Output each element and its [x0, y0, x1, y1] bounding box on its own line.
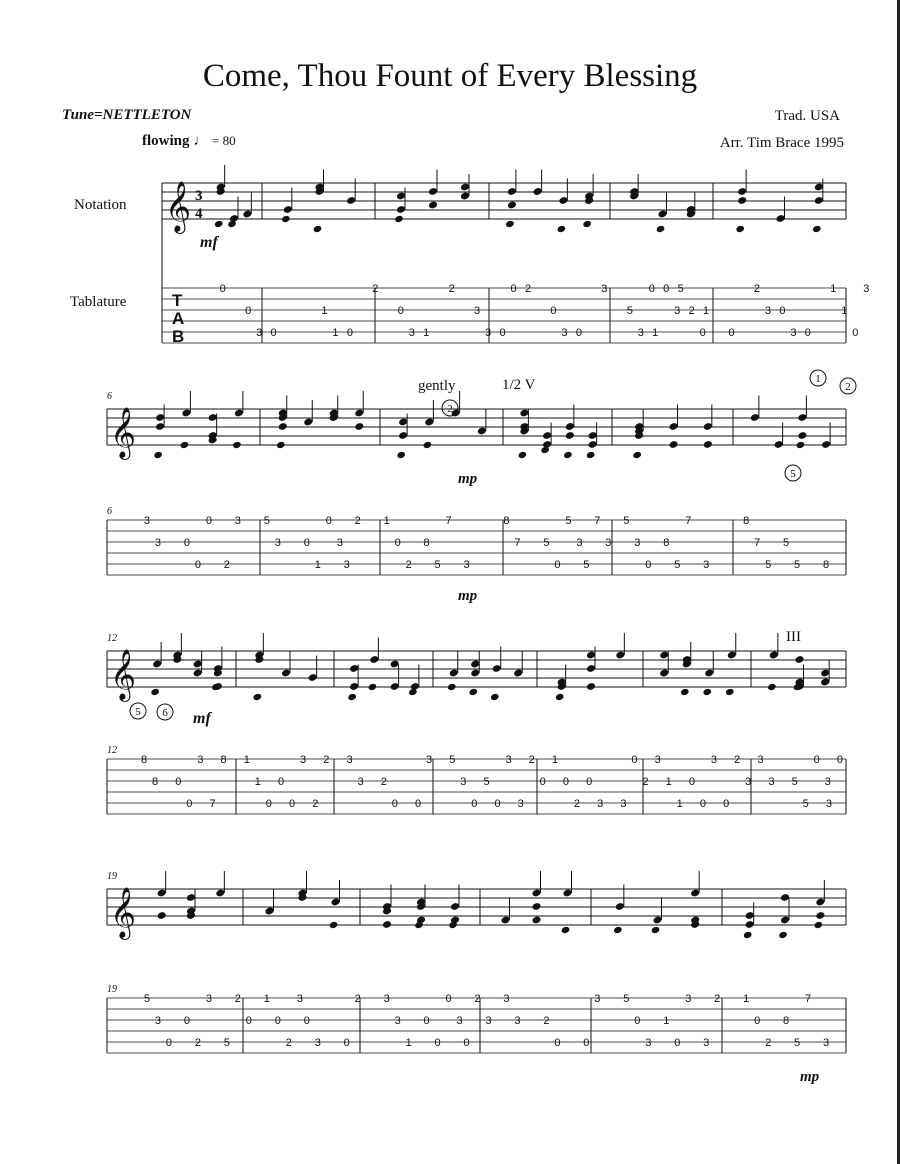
- position-marking: 1/2 V: [502, 377, 536, 393]
- tab-fret-number: 5: [583, 559, 590, 571]
- tab-fret-number: 3: [685, 993, 692, 1005]
- tab-fret-number: 1: [314, 559, 321, 571]
- tab-fret-number: 5: [626, 305, 633, 317]
- tab-fret-number: 1: [405, 1037, 412, 1049]
- bass-note-head: [555, 693, 565, 701]
- bass-note-head: [347, 693, 357, 701]
- bass-note-head: [468, 688, 478, 696]
- tab-fret-number: 5: [565, 515, 572, 527]
- bass-note-head: [557, 225, 567, 233]
- tab-fret-number: 3: [824, 776, 831, 788]
- tab-fret-number: 3: [637, 327, 644, 339]
- tab-fret-number: 0: [183, 1015, 190, 1027]
- bass-note-head: [812, 225, 822, 233]
- tab-fret-number: 7: [445, 515, 452, 527]
- measure-number: 6: [107, 391, 112, 402]
- tab-fret-number: 7: [805, 993, 812, 1005]
- tab-fret-number: 0: [836, 754, 843, 766]
- tab-fret-number: 2: [688, 305, 695, 317]
- note-head: [354, 422, 364, 431]
- bass-note-head: [814, 921, 824, 929]
- tab-fret-number: 3: [460, 776, 467, 788]
- note-head: [278, 422, 288, 431]
- tab-fret-number: 2: [642, 776, 649, 788]
- tab-fret-number: 1: [663, 1015, 670, 1027]
- tab-fret-number: 7: [594, 515, 601, 527]
- tab-dynamic-marking: mp: [800, 1069, 820, 1085]
- position-marking: III: [786, 629, 801, 645]
- tab-fret-number: 3: [197, 754, 204, 766]
- tab-fret-number: 3: [634, 537, 641, 549]
- tab-fret-number: 3: [561, 327, 568, 339]
- tab-fret-number: 2: [528, 754, 535, 766]
- bass-note-head: [150, 688, 160, 696]
- tab-fret-number: 3: [822, 1037, 830, 1049]
- tab-fret-number: 0: [303, 1015, 310, 1027]
- note-head: [157, 911, 167, 920]
- bass-note-head: [778, 931, 788, 939]
- tab-fret-number: 3: [757, 754, 764, 766]
- tab-fret-number: 0: [414, 798, 422, 810]
- tab-fret-number: 0: [813, 754, 820, 766]
- tab-fret-number: 3: [394, 1015, 401, 1027]
- tab-fret-number: 0: [463, 1037, 470, 1049]
- tab-fret-number: 3: [314, 1037, 321, 1049]
- string-number: 5: [790, 468, 796, 480]
- dynamic-marking: mf: [200, 234, 218, 251]
- tab-fret-number: 3: [764, 305, 772, 317]
- bass-note-head: [632, 451, 642, 459]
- tab-clef-b: B: [172, 327, 185, 346]
- tab-fret-number: 0: [674, 1037, 681, 1049]
- tab-fret-number: 8: [220, 754, 227, 766]
- tab-fret-number: 0: [779, 305, 786, 317]
- tab-fret-number: 2: [234, 993, 241, 1005]
- note-head: [815, 911, 825, 920]
- tab-fret-number: 0: [245, 1015, 252, 1027]
- tab-fret-number: 3: [346, 754, 353, 766]
- tab-fret-number: 1: [243, 754, 250, 766]
- tab-fret-number: 3: [425, 754, 433, 766]
- tab-fret-number: 0: [648, 283, 655, 295]
- tab-fret-number: 5: [434, 559, 441, 571]
- tab-fret-number: 3: [408, 327, 415, 339]
- note-head: [797, 431, 807, 440]
- bass-note-head: [490, 693, 500, 701]
- tab-fret-number: 0: [471, 798, 478, 810]
- tab-fret-number: 3: [790, 327, 797, 339]
- tab-clef-t: T: [172, 291, 183, 310]
- bass-note-head: [180, 441, 190, 449]
- bass-note-head: [561, 926, 571, 934]
- tab-fret-number: 3: [654, 754, 661, 766]
- bass-note-head: [680, 688, 690, 696]
- bass-note-head: [276, 441, 286, 449]
- tab-fret-number: 2: [380, 776, 387, 788]
- bass-note-head: [153, 451, 163, 459]
- tab-measure-number: 19: [107, 984, 117, 995]
- tab-fret-number: 2: [474, 993, 481, 1005]
- string-number: 5: [135, 706, 141, 718]
- tab-fret-number: 1: [321, 305, 328, 317]
- dynamic-marking: mp: [458, 471, 478, 487]
- tab-fret-number: 7: [685, 515, 692, 527]
- tab-fret-number: 0: [183, 537, 190, 549]
- tab-fret-number: 5: [783, 537, 790, 549]
- composer-credit: Trad. USA: [774, 108, 840, 124]
- tab-fret-number: 3: [825, 798, 832, 810]
- tab-fret-number: 0: [699, 798, 706, 810]
- tab-fret-number: 3: [154, 537, 162, 549]
- bass-note-head: [423, 441, 433, 449]
- tab-fret-number: 3: [517, 798, 524, 810]
- bass-note-head: [702, 688, 712, 696]
- tab-fret-number: 0: [274, 1015, 281, 1027]
- tab-dynamic-marking: mp: [458, 588, 478, 604]
- bass-note-head: [735, 225, 745, 233]
- bass-note-head: [743, 931, 753, 939]
- tab-fret-number: 3: [703, 559, 710, 571]
- tab-fret-number: 3: [154, 1015, 162, 1027]
- tab-fret-number: 5: [223, 1037, 230, 1049]
- tab-fret-number: 0: [205, 515, 212, 527]
- tab-fret-number: 0: [539, 776, 546, 788]
- tab-fret-number: 0: [688, 776, 695, 788]
- tab-fret-number: 3: [601, 283, 608, 295]
- tab-fret-number: 1: [423, 327, 430, 339]
- tab-fret-number: 1: [254, 776, 261, 788]
- tab-fret-number: 3: [503, 993, 510, 1005]
- string-number: 2: [845, 381, 851, 393]
- tab-fret-number: 3: [505, 754, 512, 766]
- tab-fret-number: 2: [524, 283, 532, 295]
- tab-fret-number: 5: [802, 798, 809, 810]
- tab-fret-number: 2: [714, 993, 721, 1005]
- tab-fret-number: 2: [312, 798, 319, 810]
- tab-fret-number: 8: [663, 537, 670, 549]
- tab-fret-number: 1: [841, 305, 848, 317]
- tab-fret-number: 2: [354, 993, 361, 1005]
- tab-fret-number: 8: [822, 559, 830, 571]
- tab-fret-number: 3: [514, 1015, 521, 1027]
- tab-fret-number: 8: [743, 515, 750, 527]
- note-head: [565, 431, 575, 440]
- tab-fret-number: 5: [263, 515, 270, 527]
- treble-clef-icon: 𝄞: [165, 181, 192, 232]
- tab-fret-number: 0: [663, 283, 670, 295]
- tab-fret-number: 3: [205, 993, 212, 1005]
- tab-fret-number: 0: [278, 776, 285, 788]
- bass-note-head: [394, 215, 404, 223]
- treble-clef-icon: 𝄞: [110, 407, 137, 458]
- tab-fret-number: 0: [586, 776, 593, 788]
- tab-fret-number: 0: [303, 537, 310, 549]
- tab-fret-number: 3: [605, 537, 612, 549]
- tab-fret-number: 3: [620, 798, 627, 810]
- tab-fret-number: 0: [804, 327, 811, 339]
- tab-fret-number: 3: [485, 1015, 492, 1027]
- string-number: 1: [815, 373, 821, 385]
- tab-fret-number: 0: [550, 305, 557, 317]
- time-signature-top: 3: [195, 188, 203, 204]
- tab-fret-number: 5: [794, 1037, 801, 1049]
- bass-note-head: [505, 220, 515, 228]
- tab-fret-number: 0: [510, 283, 517, 295]
- tab-fret-number: 0: [394, 537, 401, 549]
- tab-fret-number: 1: [332, 327, 339, 339]
- tab-fret-number: 3: [274, 537, 281, 549]
- string-number: 6: [162, 707, 168, 719]
- tab-fret-number: 3: [383, 993, 390, 1005]
- tab-fret-number: 5: [677, 283, 684, 295]
- bass-note-head: [796, 441, 806, 449]
- note-head: [586, 682, 596, 691]
- note-head: [428, 201, 438, 210]
- tab-fret-number: 0: [325, 515, 332, 527]
- tab-fret-number: 1: [551, 754, 559, 766]
- tab-fret-number: 0: [445, 993, 452, 1005]
- tab-fret-number: 8: [141, 754, 148, 766]
- tab-fret-number: 3: [703, 1037, 710, 1049]
- tab-fret-number: 2: [448, 283, 455, 295]
- tab-fret-number: 3: [357, 776, 364, 788]
- quarter-note-icon: ♩: [193, 133, 209, 149]
- tab-fret-number: 0: [165, 1037, 173, 1049]
- tab-fret-number: 3: [594, 993, 601, 1005]
- measure-number: 19: [107, 871, 117, 882]
- tab-fret-number: 0: [852, 327, 859, 339]
- tab-fret-number: 0: [499, 327, 506, 339]
- tab-fret-number: 0: [634, 1015, 641, 1027]
- tab-fret-number: 8: [783, 1015, 790, 1027]
- tab-fret-number: 3: [456, 1015, 463, 1027]
- tab-fret-number: 0: [194, 559, 201, 571]
- tab-fret-number: 5: [543, 537, 550, 549]
- tab-fret-number: 0: [562, 776, 570, 788]
- tab-fret-number: 5: [483, 776, 490, 788]
- tab-fret-number: 0: [391, 798, 398, 810]
- tab-fret-number: 5: [449, 754, 456, 766]
- tab-fret-number: 7: [514, 537, 521, 549]
- treble-clef-icon: 𝄞: [110, 887, 137, 938]
- note-head: [737, 196, 747, 205]
- tab-fret-number: 3: [474, 305, 481, 317]
- tab-fret-number: 0: [728, 327, 735, 339]
- tab-fret-number: 0: [289, 798, 296, 810]
- tab-fret-number: 2: [753, 283, 761, 295]
- tab-fret-number: 1: [830, 283, 837, 295]
- dynamic-marking: mf: [193, 710, 211, 727]
- tab-fret-number: 2: [573, 798, 581, 810]
- tab-fret-number: 0: [645, 559, 652, 571]
- treble-clef-icon: 𝄞: [110, 649, 137, 700]
- tab-fret-number: 1: [665, 776, 672, 788]
- tab-fret-number: 5: [765, 559, 772, 571]
- tab-fret-number: 8: [423, 537, 430, 549]
- tab-measure-number: 6: [107, 506, 112, 517]
- tab-fret-number: 3: [485, 327, 492, 339]
- tab-fret-number: 0: [575, 327, 582, 339]
- bass-note-head: [281, 215, 291, 223]
- tune-name: Tune=NETTLETON: [62, 107, 192, 123]
- arranger-credit: Arr. Tim Brace 1995: [719, 135, 844, 151]
- tab-fret-number: 1: [703, 305, 710, 317]
- tab-fret-number: 2: [323, 754, 330, 766]
- page-title: Come, Thou Fount of Every Blessing: [202, 58, 698, 94]
- tab-fret-number: 3: [256, 327, 263, 339]
- tab-fret-number: 0: [343, 1037, 350, 1049]
- tablature-label: Tablature: [70, 294, 127, 310]
- tab-fret-number: 3: [336, 537, 343, 549]
- bass-note-head: [253, 693, 263, 701]
- tab-fret-number: 0: [554, 559, 561, 571]
- bass-note-head: [447, 683, 457, 691]
- bass-note-head: [313, 225, 323, 233]
- bass-note-head: [214, 220, 224, 228]
- tab-fret-number: 3: [143, 515, 151, 527]
- tab-fret-number: 2: [354, 515, 361, 527]
- tab-fret-number: 1: [676, 798, 683, 810]
- tab-fret-number: 5: [674, 559, 681, 571]
- note-head: [668, 440, 678, 449]
- tab-fret-number: 0: [554, 1037, 561, 1049]
- tab-fret-number: 2: [543, 1015, 550, 1027]
- tab-fret-number: 3: [863, 283, 870, 295]
- tab-fret-number: 2: [372, 283, 379, 295]
- tab-fret-number: 0: [699, 327, 706, 339]
- tab-fret-number: 1: [263, 993, 270, 1005]
- tab-fret-number: 5: [791, 776, 798, 788]
- tempo-value: = 80: [212, 133, 236, 148]
- time-signature-bottom: 4: [195, 206, 203, 222]
- tab-fret-number: 0: [583, 1037, 590, 1049]
- tab-fret-number: 0: [434, 1037, 441, 1049]
- tab-fret-number: 0: [754, 1015, 761, 1027]
- tab-fret-number: 2: [194, 1037, 201, 1049]
- tab-fret-number: 2: [765, 1037, 772, 1049]
- bass-note-head: [725, 688, 735, 696]
- tab-fret-number: 3: [296, 993, 303, 1005]
- tab-fret-number: 1: [743, 993, 750, 1005]
- notation-label: Notation: [74, 197, 127, 213]
- note-head: [531, 902, 541, 911]
- measure-number: 12: [107, 633, 117, 644]
- tab-fret-number: 3: [576, 537, 583, 549]
- tab-fret-number: 0: [494, 798, 501, 810]
- note-head: [507, 201, 517, 210]
- tab-fret-number: 3: [710, 754, 717, 766]
- tempo-word: flowing: [142, 133, 190, 149]
- tab-fret-number: 5: [794, 559, 801, 571]
- tab-fret-number: 2: [223, 559, 230, 571]
- tab-fret-number: 3: [745, 776, 752, 788]
- tab-fret-number: 0: [265, 798, 272, 810]
- bass-note-head: [563, 451, 573, 459]
- expression-gently: gently: [418, 378, 456, 394]
- tab-fret-number: 0: [219, 283, 226, 295]
- tab-fret-number: 8: [152, 776, 159, 788]
- tab-fret-number: 2: [405, 559, 412, 571]
- tab-fret-number: 3: [234, 515, 241, 527]
- tab-fret-number: 0: [245, 305, 252, 317]
- bass-note-head: [651, 926, 661, 934]
- tab-fret-number: 1: [383, 515, 390, 527]
- tab-measure-number: 12: [107, 745, 117, 756]
- tab-fret-number: 0: [175, 776, 182, 788]
- note-head: [531, 916, 541, 925]
- tab-fret-number: 7: [209, 798, 216, 810]
- tab-fret-number: 7: [754, 537, 761, 549]
- tab-fret-number: 3: [768, 776, 775, 788]
- tab-fret-number: 8: [503, 515, 510, 527]
- bass-note-head: [767, 683, 777, 691]
- tab-fret-number: 0: [423, 1015, 430, 1027]
- tab-fret-number: 5: [623, 993, 630, 1005]
- tab-fret-number: 3: [674, 305, 681, 317]
- bass-note-head: [586, 451, 596, 459]
- bass-note-head: [232, 441, 242, 449]
- tab-fret-number: 0: [397, 305, 404, 317]
- tab-clef-a: A: [172, 309, 185, 328]
- bass-note-head: [582, 220, 592, 228]
- tab-fret-number: 0: [631, 754, 638, 766]
- tab-fret-number: 1: [652, 327, 659, 339]
- bass-note-head: [368, 683, 378, 691]
- tab-fret-number: 0: [186, 798, 193, 810]
- tab-fret-number: 3: [597, 798, 604, 810]
- tab-fret-number: 3: [300, 754, 307, 766]
- tab-fret-number: 0: [723, 798, 730, 810]
- note-head: [382, 920, 392, 929]
- tab-fret-number: 0: [346, 327, 353, 339]
- note-head: [794, 655, 804, 664]
- tab-fret-number: 5: [143, 993, 151, 1005]
- bass-note-head: [613, 926, 623, 934]
- string-number: 2: [447, 403, 453, 415]
- bass-note-head: [518, 451, 528, 459]
- tab-fret-number: 2: [285, 1037, 292, 1049]
- bass-note-head: [396, 451, 406, 459]
- note-head: [703, 440, 713, 449]
- tab-fret-number: 3: [645, 1037, 652, 1049]
- bass-note-head: [656, 225, 666, 233]
- tab-fret-number: 2: [734, 754, 741, 766]
- tab-fret-number: 0: [270, 327, 277, 339]
- tab-fret-number: 3: [343, 559, 350, 571]
- tab-fret-number: 5: [623, 515, 630, 527]
- bass-note-head: [329, 921, 339, 929]
- tab-fret-number: 3: [463, 559, 470, 571]
